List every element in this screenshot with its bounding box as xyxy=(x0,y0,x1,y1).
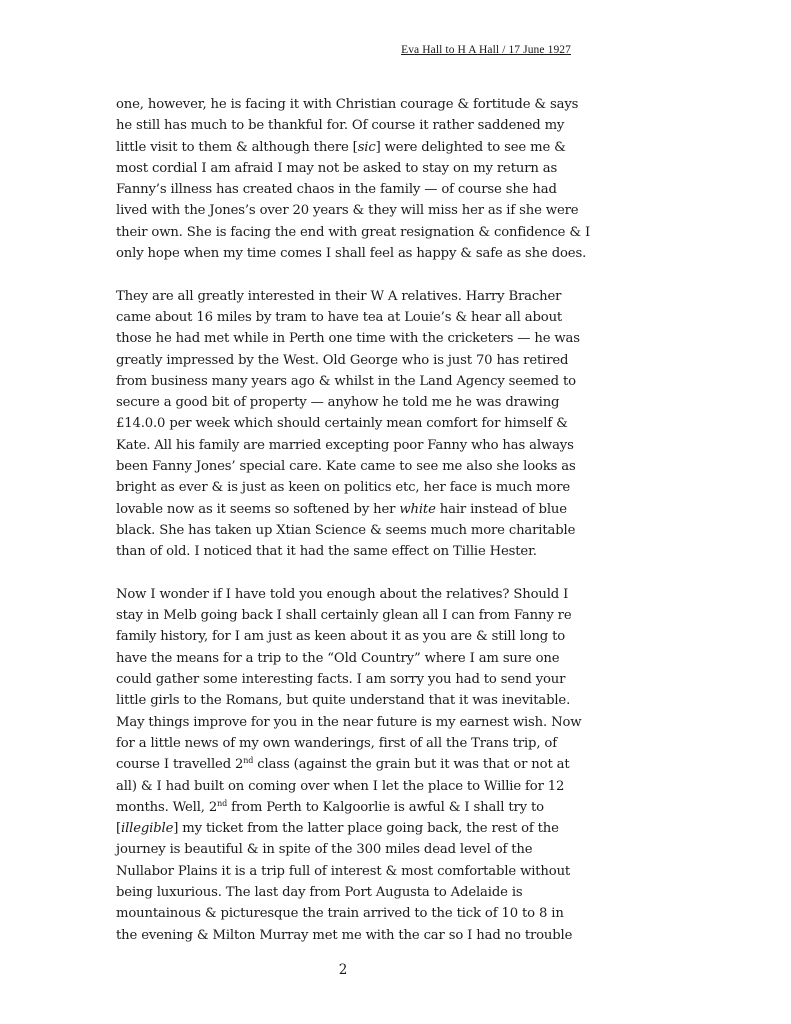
text-line: Fanny’s illness has created chaos in the family — of course she had xyxy=(116,182,557,198)
running-header: Eva Hall to H A Hall / 17 June 1927 xyxy=(401,44,571,56)
text-line: [illegible] my ticket from the latter place going back, the rest of the xyxy=(116,821,559,837)
text-line: course I travelled 2nd class (against the grain but it was that or not at xyxy=(116,756,570,773)
text-line: lived with the Jones’s over 20 years & they will miss her as if she were xyxy=(116,203,579,219)
text-line: from business many years ago & whilst in the Land Agency seemed to xyxy=(116,373,576,389)
superscript: nd xyxy=(217,798,228,808)
superscript: nd xyxy=(243,756,254,766)
text-line: secure a good bit of property — anyhow he told me he was drawing xyxy=(116,395,560,411)
text-line: £14.0.0 per week which should certainly mean comfort for himself & xyxy=(116,416,568,432)
text-line: one, however, he is facing it with Christian courage & fortitude & says xyxy=(116,97,579,112)
text-line: little girls to the Romans, but quite understand that it was inevitable. xyxy=(116,693,571,709)
text-line: than of old. I noticed that it had the same effect on Tillie Hester. xyxy=(116,544,537,560)
letter-body xyxy=(116,94,591,967)
text-line: little visit to them & although there [sic] were delighted to see me & xyxy=(116,139,566,155)
text-line: May things improve for you in the near future is my earnest wish. Now xyxy=(116,714,582,730)
text-line: They are all greatly interested in their W A relatives. Harry Bracher xyxy=(116,288,562,304)
text-line: only hope when my time comes I shall feel as happy & safe as she does. xyxy=(116,246,587,262)
text-line: Now I wonder if I have told you enough about the relatives? Should I xyxy=(116,586,569,602)
page-number: 2 xyxy=(338,962,348,978)
text-line: have the means for a trip to the “Old Country” where I am sure one xyxy=(116,650,560,666)
text-line: most cordial I am afraid I may not be asked to stay on my return as xyxy=(116,160,558,176)
text-line: black. She has taken up Xtian Science & seems much more charitable xyxy=(116,522,576,538)
text-line: mountainous & picturesque the train arrived to the tick of 10 to 8 in xyxy=(116,906,564,922)
text-line: bright as ever & is just as keen on politics etc, her face is much more xyxy=(116,480,571,496)
text-line: for a little news of my own wanderings, first of all the Trans trip, of xyxy=(116,735,557,751)
text-line: family history, for I am just as keen about it as you are & still long to xyxy=(116,629,566,645)
text-line: the evening & Milton Murray met me with the car so I had no trouble xyxy=(116,927,573,943)
text-line: journey is beautiful & in spite of the 300 miles dead level of the xyxy=(116,842,533,858)
paragraph xyxy=(116,94,591,264)
text-line: Nullabor Plains it is a trip full of interest & most comfortable without xyxy=(116,863,571,879)
text-line: been Fanny Jones’ special care. Kate came to see me also she looks as xyxy=(116,459,576,475)
text-line: came about 16 miles by tram to have tea at Louie’s & hear all about xyxy=(116,309,563,325)
text-line: those he had met while in Perth one time with the cricketers — he was xyxy=(116,331,580,347)
paragraph xyxy=(116,584,582,946)
text-line: months. Well, 2nd from Perth to Kalgoorlie is awful & I shall try to xyxy=(116,798,544,815)
italic-text: white xyxy=(399,501,436,517)
text-line: stay in Melb going back I shall certainly glean all I can from Fanny re xyxy=(116,608,572,624)
text-line: could gather some interesting facts. I am sorry you had to send your xyxy=(116,672,566,688)
text-line: Kate. All his family are married excepting poor Fanny who has always xyxy=(116,437,574,453)
text-line: lovable now as it seems so softened by her white hair instead of blue xyxy=(116,501,567,517)
text-line: their own. She is facing the end with great resignation & confidence & I xyxy=(116,224,591,240)
text-line: he still has much to be thankful for. Of course it rather saddened my xyxy=(116,118,565,134)
text-line: being luxurious. The last day from Port Augusta to Adelaide is xyxy=(116,884,523,900)
italic-text: illegible xyxy=(121,821,174,837)
text-line: all) & I had built on coming over when I let the place to Willie for 12 xyxy=(116,778,565,794)
paragraph xyxy=(116,286,580,563)
italic-text: sic xyxy=(357,139,376,155)
text-line: greatly impressed by the West. Old George who is just 70 has retired xyxy=(116,352,569,368)
